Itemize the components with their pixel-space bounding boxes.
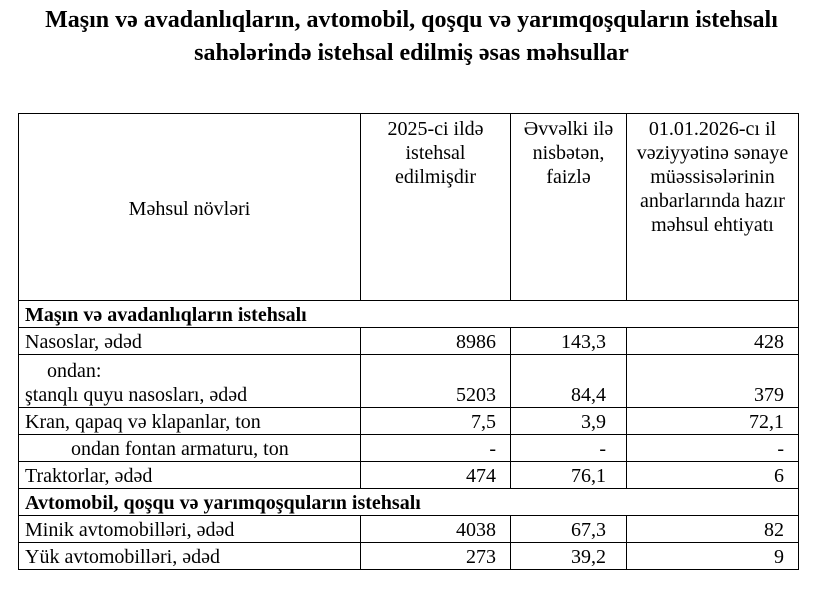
stock-value: 6 <box>627 462 799 489</box>
stock-value: 379 <box>627 355 799 408</box>
product-name: Minik avtomobilləri, ədəd <box>19 516 361 543</box>
section-title: Avtomobil, qoşqu və yarımqoşquların istehsalı <box>19 489 799 516</box>
ratio-value: 3,9 <box>511 408 627 435</box>
produced-value: - <box>361 435 511 462</box>
product-name: ştanqlı quyu nasosları, ədəd <box>25 384 248 406</box>
table-row <box>19 435 799 462</box>
produced-value: 4038 <box>361 516 511 543</box>
produced-value: 7,5 <box>361 408 511 435</box>
produced-value: 273 <box>361 543 511 570</box>
header-ratio: Əvvəlki ilə nisbətən, faizlə <box>511 114 627 301</box>
page-title: Maşın və avadanlıqların, avtomobil, qoşqu və yarımqoşquların istehsalı sahələrində istehsal edilmiş əsas məhsullar <box>45 7 778 66</box>
product-name: ondan fontan armaturu, ton <box>19 435 361 462</box>
produced-value: 5203 <box>361 355 511 408</box>
table-row <box>19 462 799 489</box>
ratio-value: 39,2 <box>511 543 627 570</box>
ratio-value: 67,3 <box>511 516 627 543</box>
stock-value: 82 <box>627 516 799 543</box>
stock-value: - <box>627 435 799 462</box>
ratio-value: 84,4 <box>511 355 627 408</box>
section-header-row <box>19 489 799 516</box>
product-name: Yük avtomobilləri, ədəd <box>19 543 361 570</box>
produced-value: 8986 <box>361 328 511 355</box>
stock-value: 428 <box>627 328 799 355</box>
product-name: Kran, qapaq və klapanlar, ton <box>19 408 361 435</box>
sub-prefix: ondan: <box>47 360 102 382</box>
product-name: Nasoslar, ədəd <box>19 328 361 355</box>
stock-value: 9 <box>627 543 799 570</box>
section-title: Maşın və avadanlıqların istehsalı <box>19 301 799 328</box>
ratio-value: - <box>511 435 627 462</box>
table-row <box>19 355 799 408</box>
produced-value: 474 <box>361 462 511 489</box>
header-stock: 01.01.2026-cı il vəziyyətinə sənaye müəssisələrinin anbarlarında hazır məhsul ehtiyatı <box>627 114 799 301</box>
stock-value: 72,1 <box>627 408 799 435</box>
table-row <box>19 328 799 355</box>
header-produced: 2025-ci ildə istehsal edilmişdir <box>361 114 511 301</box>
ratio-value: 76,1 <box>511 462 627 489</box>
table-header-row <box>19 114 799 301</box>
product-name-cell <box>19 355 361 408</box>
table-row <box>19 408 799 435</box>
section-header-row <box>19 301 799 328</box>
table-row <box>19 543 799 570</box>
header-product-types: Məhsul növləri <box>19 114 361 301</box>
products-table <box>18 113 799 570</box>
product-name: Traktorlar, ədəd <box>19 462 361 489</box>
table-row <box>19 516 799 543</box>
ratio-value: 143,3 <box>511 328 627 355</box>
